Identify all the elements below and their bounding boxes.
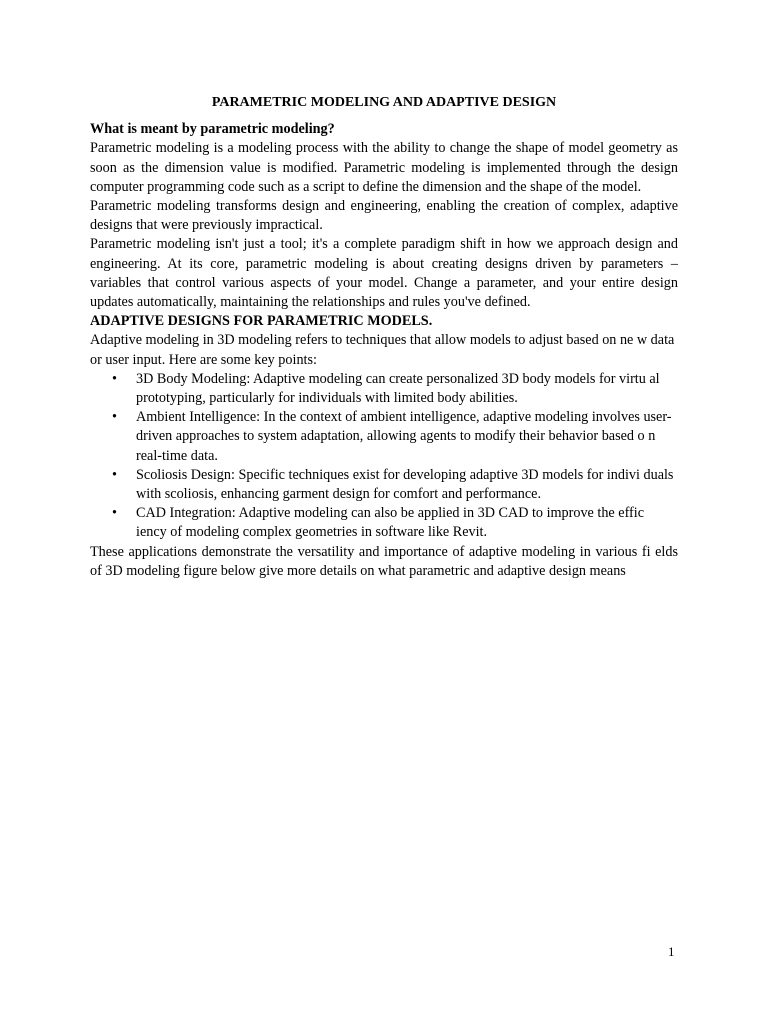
key-points-list bbox=[90, 370, 678, 543]
list-item bbox=[90, 370, 678, 408]
section-heading-adaptive: ADAPTIVE DESIGNS FOR PARAMETRIC MODELS. bbox=[90, 313, 433, 330]
bullet-icon: • bbox=[112, 505, 117, 522]
bullet-icon: • bbox=[112, 370, 117, 387]
list-item-text: Scoliosis Design: Specific techniques exist for developing adaptive 3D models for indivi duals with scoliosis, enhancing garment design for comfort and performance. bbox=[136, 466, 674, 503]
paragraph-transforms: Parametric modeling transforms design and engineering, enabling the creation of complex, adaptive designs that were previously impractical. bbox=[90, 198, 678, 234]
paragraph-closing: These applications demonstrate the versatility and importance of adaptive modeling in various fi elds of 3D modeling figure below give more details on what parametric and adaptive design means bbox=[90, 543, 678, 579]
bullet-icon: • bbox=[112, 466, 117, 483]
list-item bbox=[90, 466, 678, 504]
section-heading-parametric: What is meant by parametric modeling? bbox=[90, 121, 335, 138]
page-content bbox=[90, 93, 678, 581]
list-item-text: 3D Body Modeling: Adaptive modeling can create personalized 3D body models for virtu al prototyping, particularly for individuals with limited body abilities. bbox=[136, 370, 660, 407]
list-item-text: CAD Integration: Adaptive modeling can also be applied in 3D CAD to improve the effic iency of modeling complex geometries in software like Revit. bbox=[136, 505, 645, 541]
list-item bbox=[90, 408, 678, 466]
document-title: PARAMETRIC MODELING AND ADAPTIVE DESIGN bbox=[211, 95, 557, 110]
page-number: 1 bbox=[668, 944, 675, 959]
paragraph-paradigm: Parametric modeling isn't just a tool; it's a complete paradigm shift in how we approach design and engineering. At its core, parametric modeling is about creating designs driven by parameters – variables that control various aspects of your model. Change a parameter, and your entire design updates automatically, maintaining the relationships and rules you've defined. bbox=[90, 236, 678, 311]
bullet-icon: • bbox=[112, 409, 117, 426]
list-item-text: Ambient Intelligence: In the context of ambient intelligence, adaptive modeling involves user- driven approaches to system adaptation, allowing agents to modify their behavior based o n real-time data. bbox=[136, 409, 672, 464]
paragraph-adaptive-intro: Adaptive modeling in 3D modeling refers to techniques that allow models to adjust based on ne w data or user input. Here are some key points: bbox=[90, 332, 675, 368]
list-item bbox=[90, 504, 678, 542]
paragraph-definition: Parametric modeling is a modeling process with the ability to change the shape of model geometry as soon as the dimension value is modified. Parametric modeling is implemented through the design computer programming code such as a script to define the dimension and the shape of the model. bbox=[90, 140, 678, 195]
